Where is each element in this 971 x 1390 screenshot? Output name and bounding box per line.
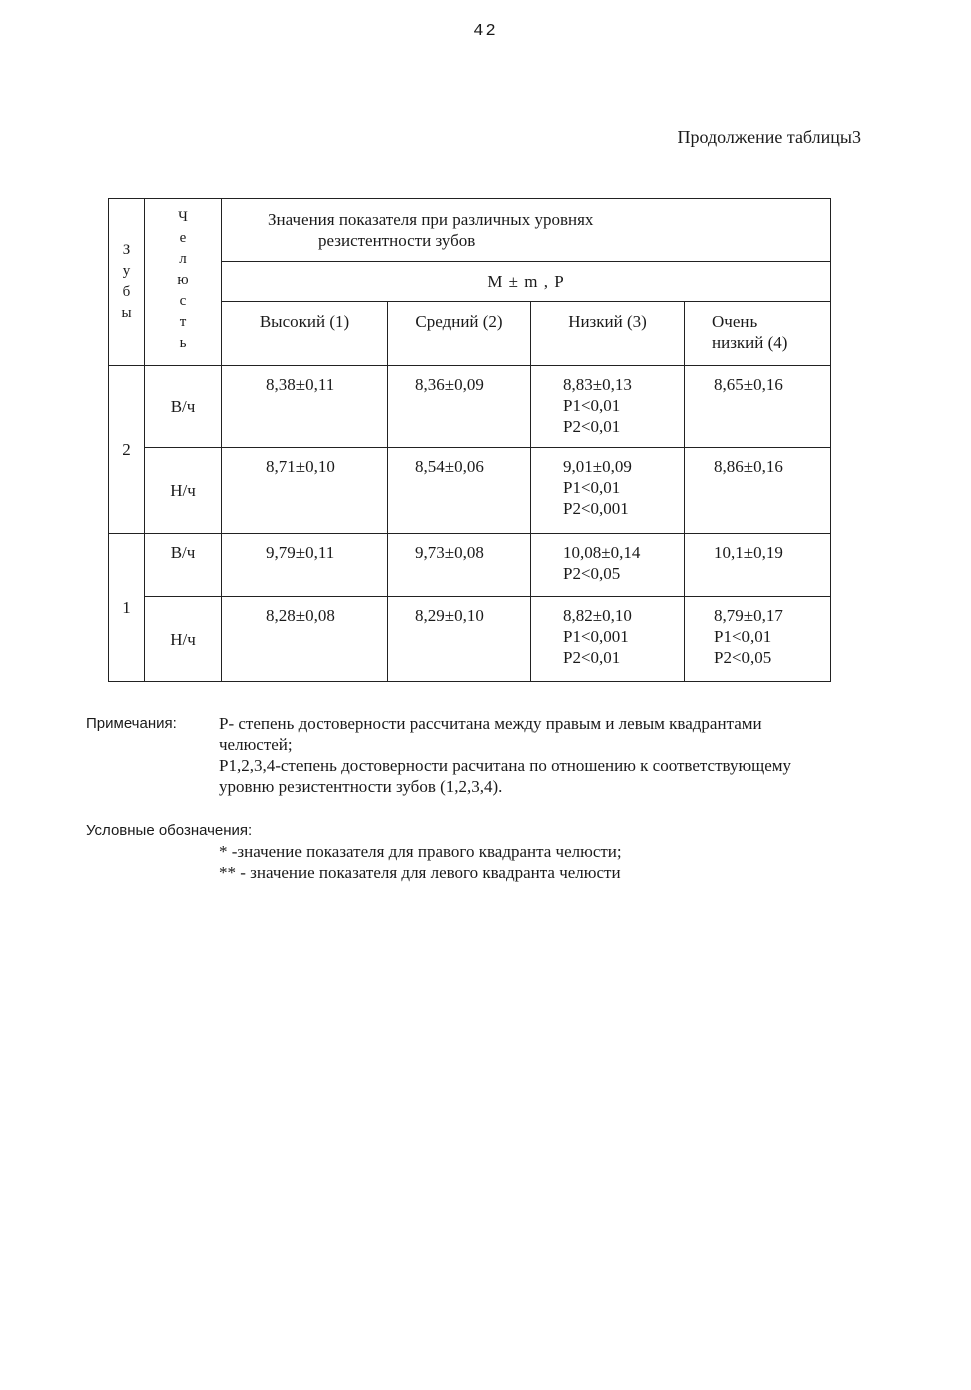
legend-label: Условные обозначения: [86,822,253,839]
value-cell: 9,79±0,11 [222,534,388,597]
jaw-column-header: Ч е л ю с т ь [145,199,222,366]
value-cell: 8,83±0,13 P1<0,01 P2<0,01 [531,366,685,448]
value-cell: 8,54±0,06 [388,448,531,534]
level-high-header: Высокий (1) [222,302,388,366]
value-cell: 8,38±0,11 [222,366,388,448]
value-cell: 8,28±0,08 [222,597,388,682]
value-cell: 8,36±0,09 [388,366,531,448]
stat-header: M ± m , P [222,262,831,302]
level-very-low-header: Очень низкий (4) [685,302,831,366]
level-low-header: Низкий (3) [531,302,685,366]
notes-body: Р- степень достоверности рассчитана между правым и левым квадрантами челюстей; Р1,2,3,4-степень достоверности расчитана по отношению к соответствующему уровню резистентности зубов (1,2,3,4). [219,714,792,796]
value-cell: 8,86±0,16 [685,448,831,534]
jaw-label: Н/ч [145,597,222,682]
tooth-number: 1 [109,534,145,682]
value-cell: 8,79±0,17 P1<0,01 P2<0,05 [685,597,831,682]
legend-section [86,820,896,883]
table-row [109,448,831,534]
jaw-label: В/ч [145,534,222,597]
jaw-label: Н/ч [145,448,222,534]
notes-section [86,713,896,797]
notes-label: Примечания: [86,715,177,732]
value-cell: 10,08±0,14 P2<0,05 [531,534,685,597]
results-table [108,198,831,682]
table-row [109,534,831,597]
table-continuation-caption: Продолжение таблицы3 [677,127,861,147]
table-row [109,597,831,682]
value-cell: 9,73±0,08 [388,534,531,597]
tooth-number: 2 [109,366,145,534]
value-cell: 8,71±0,10 [222,448,388,534]
table-row [109,366,831,448]
value-cell: 8,82±0,10 P1<0,001 P2<0,01 [531,597,685,682]
jaw-label: В/ч [145,366,222,448]
level-medium-header: Средний (2) [388,302,531,366]
legend-items: * -значение показателя для правого квадранта челюсти; ** - значение показателя для левого квадранта челюсти [219,842,622,882]
value-cell: 8,65±0,16 [685,366,831,448]
indicator-values-header: Значения показателя при различных уровнях резистентности зубов [222,199,831,262]
page-number: 42 [473,22,498,41]
teeth-column-header: З у б ы [109,199,145,366]
value-cell: 10,1±0,19 [685,534,831,597]
value-cell: 9,01±0,09 P1<0,01 P2<0,001 [531,448,685,534]
value-cell: 8,29±0,10 [388,597,531,682]
